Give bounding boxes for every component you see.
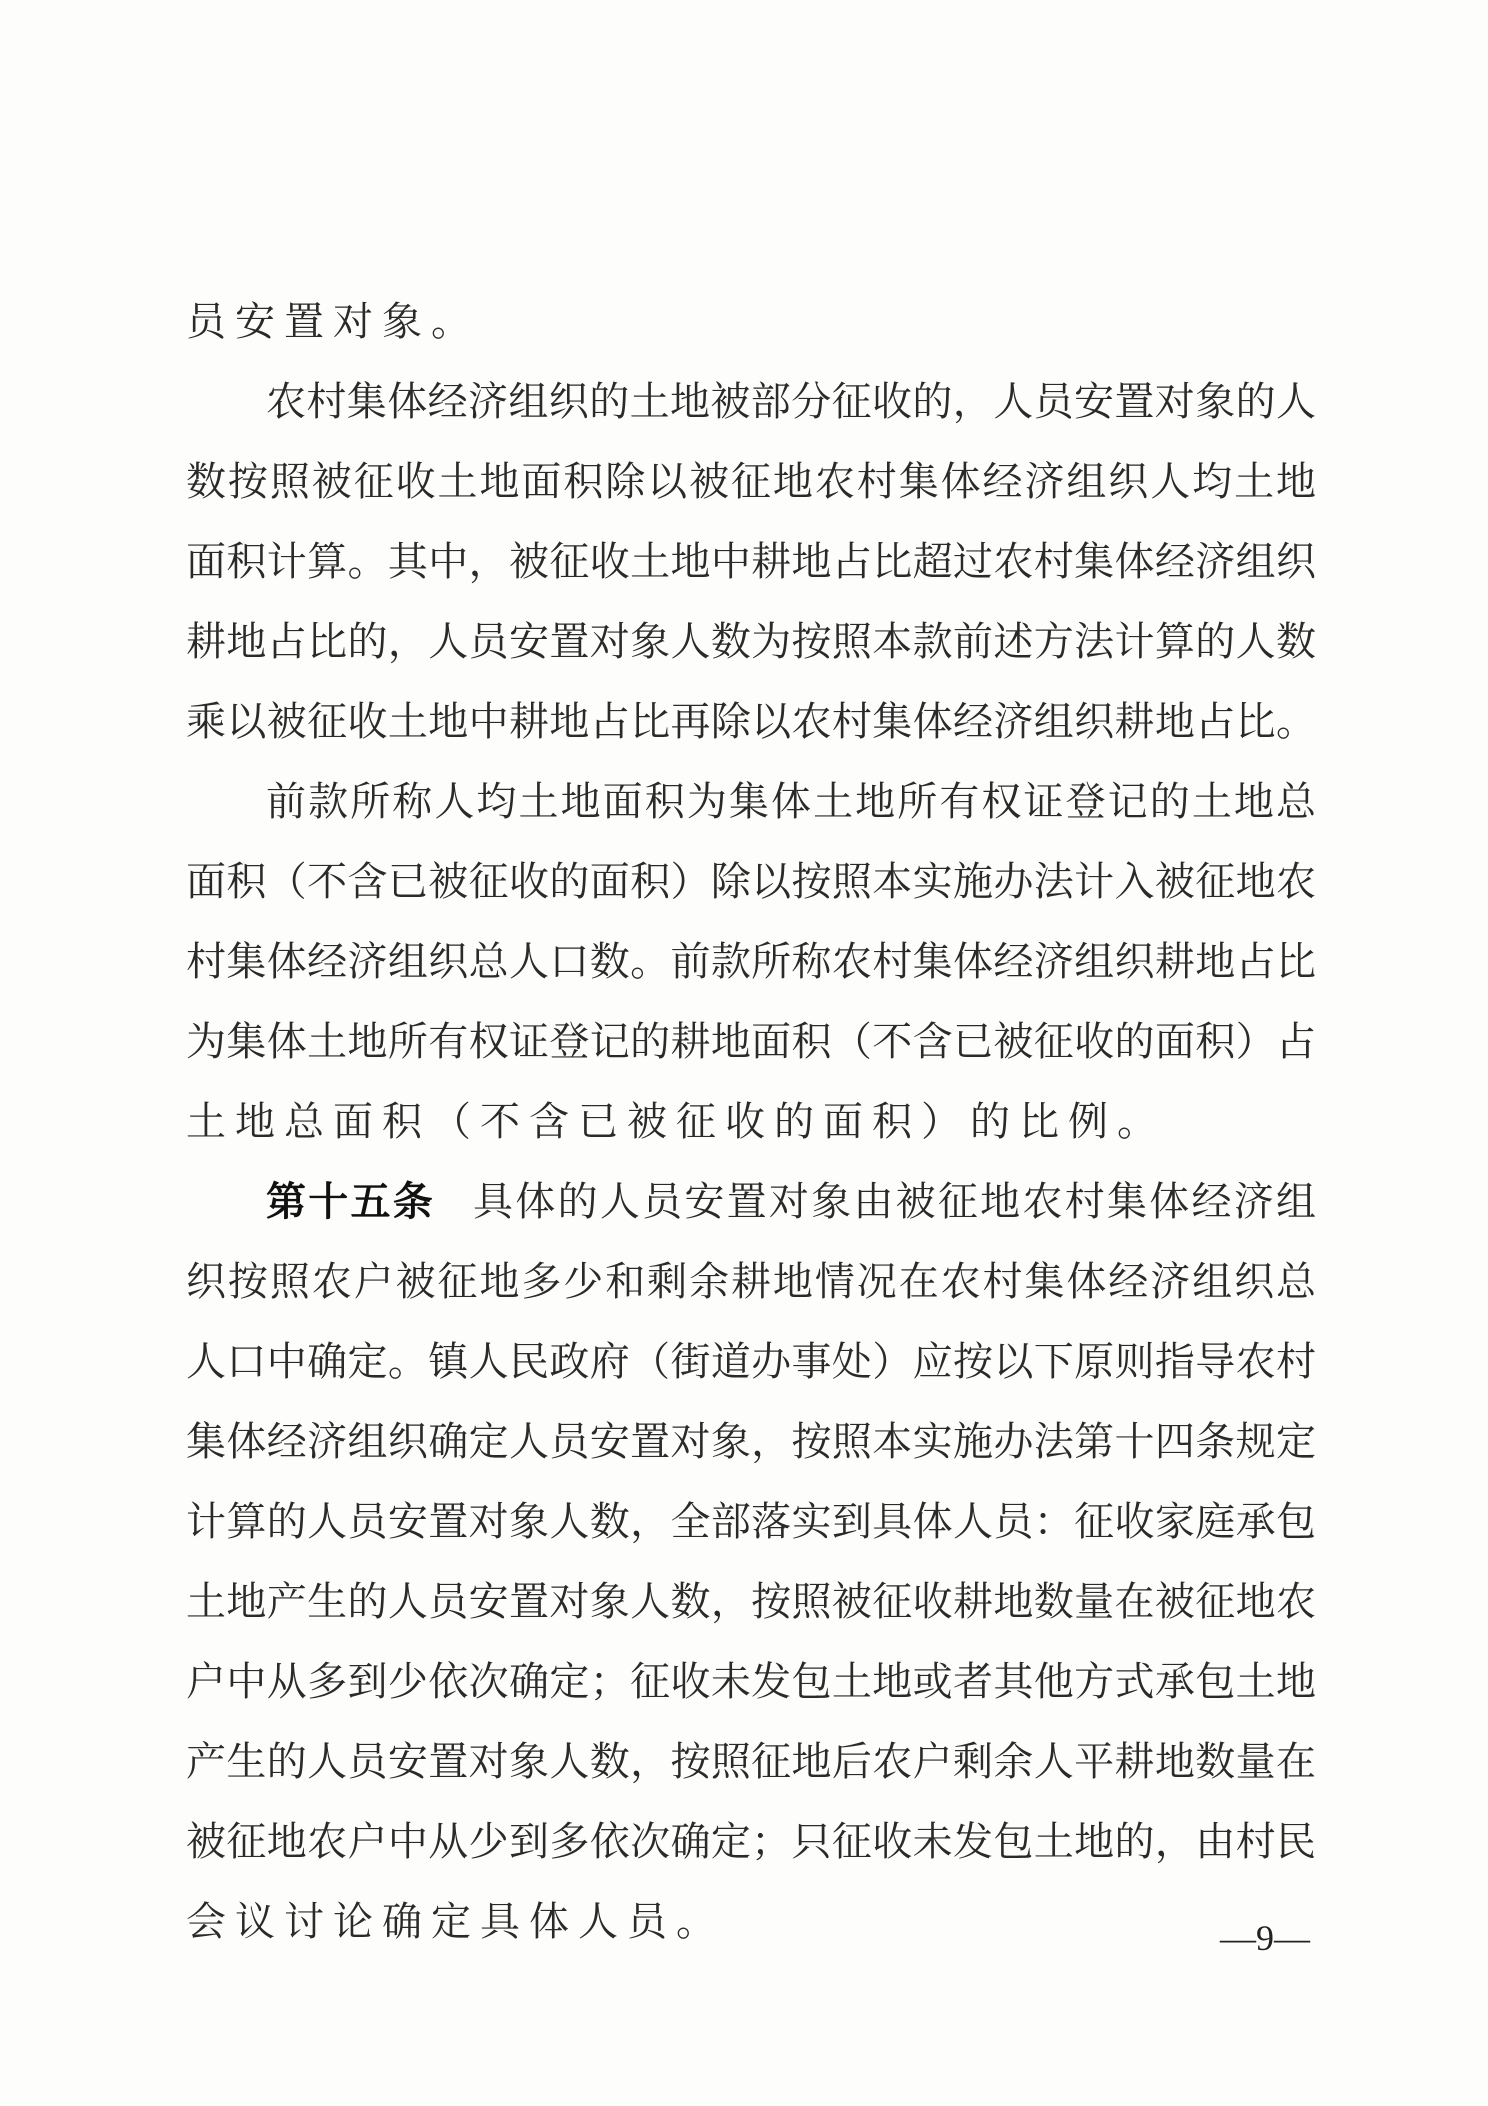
text-line-20: 被征地农户中从少到多依次确定；只征收未发包土地的，由村民 bbox=[186, 1819, 1316, 1865]
text-line-2: 农村集体经济组织的土地被部分征收的，人员安置对象的人 bbox=[266, 379, 1316, 425]
text-line-16: 计算的人员安置对象人数，全部落实到具体人员：征收家庭承包 bbox=[186, 1499, 1316, 1545]
text-line-3: 数按照被征收土地面积除以被征地农村集体经济组织人均土地 bbox=[186, 459, 1316, 505]
text-line-19: 产生的人员安置对象人数，按照征地后农户剩余人平耕地数量在 bbox=[186, 1739, 1316, 1785]
text-line-8: 面积（不含已被征收的面积）除以按照本实施办法计入被征地农 bbox=[186, 859, 1316, 905]
text-line-6: 乘以被征收土地中耕地占比再除以农村集体经济组织耕地占比。 bbox=[186, 699, 1316, 745]
text-line-13: 织按照农户被征地多少和剩余耕地情况在农村集体经济组织总 bbox=[186, 1259, 1316, 1305]
text-line-9: 村集体经济组织总人口数。前款所称农村集体经济组织耕地占比 bbox=[186, 939, 1316, 985]
text-line-4: 面积计算。其中，被征收土地中耕地占比超过农村集体经济组织 bbox=[186, 539, 1316, 585]
text-line-21: 会议讨论确定具体人员。 bbox=[186, 1899, 725, 1945]
text-line-18: 户中从多到少依次确定；征收未发包土地或者其他方式承包土地 bbox=[186, 1659, 1316, 1705]
text-line-15: 集体经济组织确定人员安置对象，按照本实施办法第十四条规定 bbox=[186, 1419, 1316, 1465]
article-heading: 第十五条 bbox=[266, 1178, 436, 1225]
article-15-first-line bbox=[266, 1162, 1316, 1242]
text-line-14: 人口中确定。镇人民政府（街道办事处）应按以下原则指导农村 bbox=[186, 1339, 1316, 1385]
text-line-11: 土地总面积（不含已被征收的面积）的比例。 bbox=[186, 1099, 1166, 1145]
text-line-5: 耕地占比的，人员安置对象人数为按照本款前述方法计算的人数 bbox=[186, 619, 1316, 665]
text-line-7: 前款所称人均土地面积为集体土地所有权证登记的土地总 bbox=[266, 779, 1316, 825]
page-number: —9— bbox=[1220, 1918, 1310, 1958]
text-line-17: 土地产生的人员安置对象人数，按照被征收耕地数量在被征地农 bbox=[186, 1579, 1316, 1625]
text-line-10: 为集体土地所有权证登记的耕地面积（不含已被征收的面积）占 bbox=[186, 1019, 1316, 1065]
text-line-1: 员安置对象。 bbox=[186, 299, 480, 345]
text-line-12: 具体的人员安置对象由被征地农村集体经济组 bbox=[473, 1179, 1317, 1225]
